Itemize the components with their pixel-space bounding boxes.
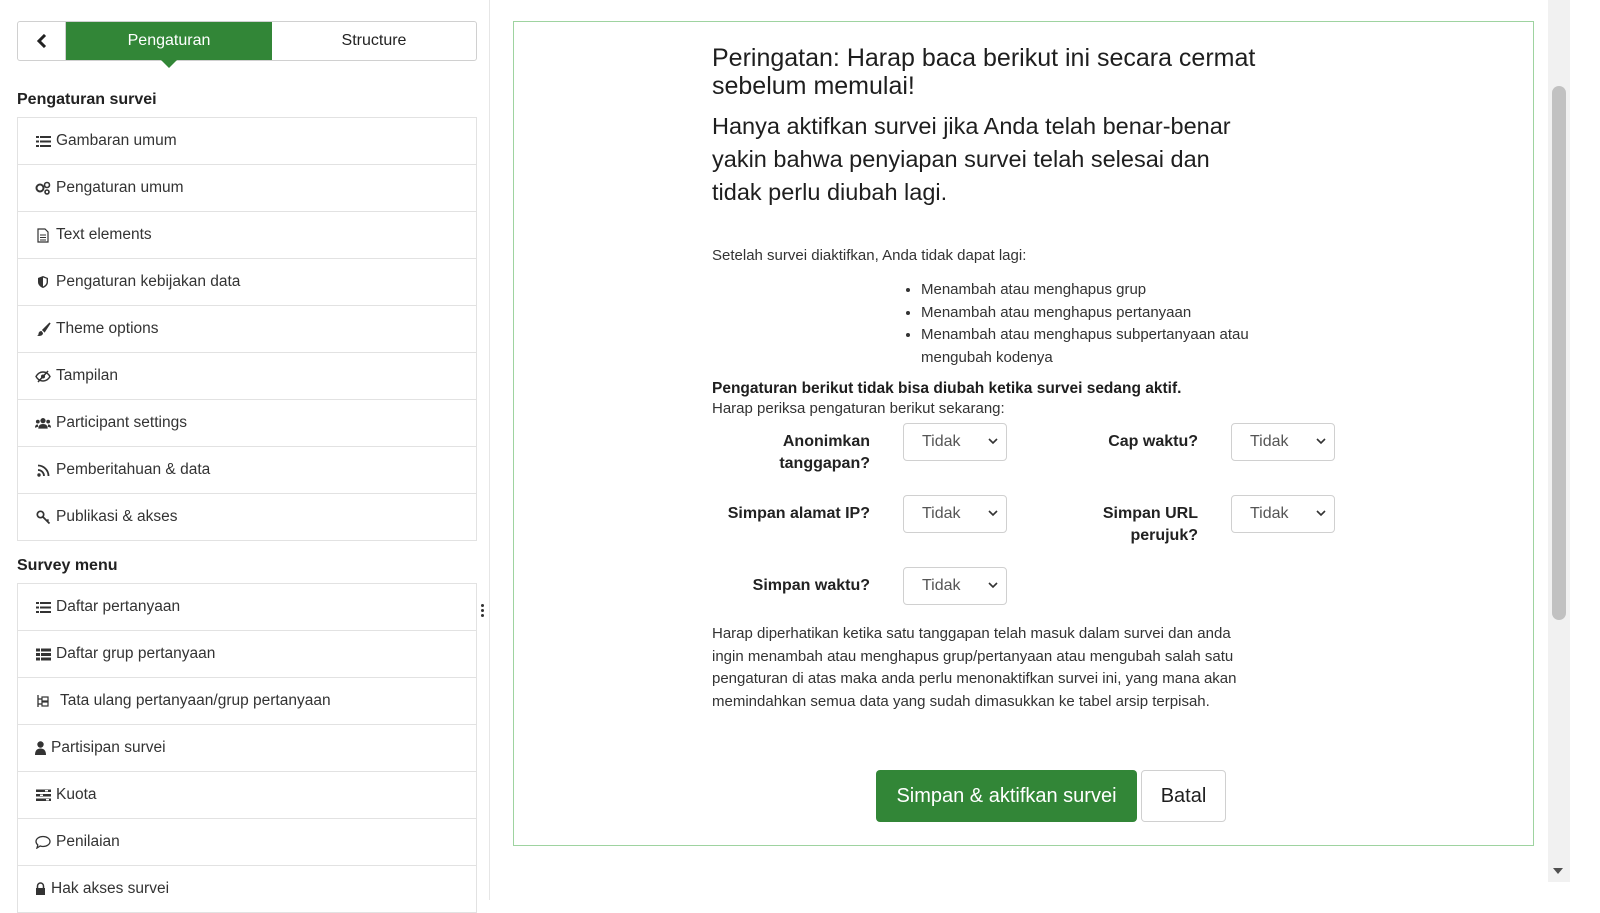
user-icon: [35, 740, 46, 756]
sidebar-item-label: Pengaturan kebijakan data: [56, 273, 241, 290]
gears-icon: [35, 180, 51, 196]
sidebar-item-overview[interactable]: [17, 118, 477, 165]
timings-label: Simpan waktu?: [752, 577, 870, 594]
ip-value: Tidak: [922, 505, 961, 522]
sidebar-item-text-elements[interactable]: [17, 212, 477, 259]
referrer-label-line2: perujuk?: [1130, 527, 1198, 544]
sidebar-item-question-list[interactable]: [17, 584, 477, 631]
sidebar-resize-handle[interactable]: [481, 604, 485, 619]
referrer-select[interactable]: [1231, 495, 1335, 533]
settings-section-title: Pengaturan survei: [17, 91, 157, 108]
key-icon: [35, 509, 51, 525]
lock-icon: [35, 881, 46, 897]
sidebar-item-group-list[interactable]: [17, 631, 477, 678]
settings-menu: [17, 117, 477, 541]
sidebar-item-theme-options[interactable]: [17, 306, 477, 353]
tab-settings[interactable]: Pengaturan: [66, 22, 272, 60]
timestamp-value: Tidak: [1250, 433, 1289, 450]
brush-icon: [35, 321, 51, 337]
sidebar-item-label: Tata ulang pertanyaan/grup pertanyaan: [60, 692, 331, 709]
list-item: • Menambah atau menghapus grup: [921, 279, 1281, 302]
anonymize-value: Tidak: [922, 433, 961, 450]
file-text-icon: [35, 227, 51, 243]
sidebar-item-quotas[interactable]: [17, 772, 477, 819]
survey-menu: [17, 583, 477, 913]
sidebar-item-participant-settings[interactable]: [17, 400, 477, 447]
warning-title: Peringatan: Harap baca berikut ini secara cermat sebelum memulai!: [712, 44, 1256, 100]
sidebar-item-label: Pemberitahuan & data: [56, 461, 211, 478]
comment-icon: [35, 834, 51, 850]
survey-menu-title: Survey menu: [17, 557, 118, 574]
list-icon: [35, 133, 51, 149]
sidebar-item-label: Text elements: [56, 226, 152, 243]
sidebar-item-label: Penilaian: [56, 833, 120, 850]
ip-label: Simpan alamat IP?: [727, 505, 870, 522]
tasks-icon: [35, 787, 51, 803]
list-item: • Menambah atau menghapus pertanyaan: [921, 302, 1281, 325]
scrollbar-thumb[interactable]: [1552, 86, 1566, 620]
referrer-label: [1048, 503, 1198, 547]
ip-select[interactable]: [903, 495, 1007, 533]
chevron-down-icon: [988, 509, 998, 517]
chevron-down-icon: [988, 581, 998, 589]
sidebar-item-label: Theme options: [56, 320, 159, 337]
referrer-label-line1: Simpan URL: [1102, 505, 1198, 522]
sidebar-item-label: Gambaran umum: [56, 132, 177, 149]
sidebar-item-notifications[interactable]: [17, 447, 477, 494]
sidebar-item-label: Partisipan survei: [51, 739, 166, 756]
timestamp-label: Cap waktu?: [1108, 433, 1198, 450]
list-icon: [35, 599, 51, 615]
sidebar-item-label: Daftar pertanyaan: [56, 598, 181, 615]
rss-icon: [35, 462, 51, 478]
sidebar-item-label: Tampilan: [56, 367, 119, 384]
sidebar-item-reorder[interactable]: [17, 678, 477, 725]
timings-select[interactable]: [903, 567, 1007, 605]
anonymize-label-line1: Anonimkan: [782, 433, 870, 450]
back-button[interactable]: [18, 22, 66, 60]
sidebar-item-data-policy[interactable]: [17, 259, 477, 306]
referrer-value: Tidak: [1250, 505, 1289, 522]
sidebar-item-participants[interactable]: [17, 725, 477, 772]
users-icon: [35, 415, 51, 431]
sidebar-tabs: [17, 21, 477, 61]
anonymize-label-line2: tanggapan?: [779, 455, 870, 472]
settings-note: Pengaturan berikut tidak bisa diubah ketika survei sedang aktif.: [712, 380, 1182, 397]
sidebar-item-assessments[interactable]: [17, 819, 477, 866]
sidebar-item-label: Participant settings: [56, 414, 187, 431]
activation-content: [712, 44, 1352, 417]
sidebar: [0, 0, 490, 900]
sidebar-item-label: Daftar grup pertanyaan: [56, 645, 216, 662]
chevron-down-icon: [988, 437, 998, 445]
eye-slash-icon: [35, 368, 51, 384]
sidebar-item-label: Pengaturan umum: [56, 179, 184, 196]
warning-subtitle: Hanya aktifkan survei jika Anda telah benar-benar yakin bahwa penyiapan survei telah selesai dan tidak perlu diubah lagi.: [712, 113, 1231, 205]
anonymize-label: [720, 431, 870, 475]
restrictions-list: [921, 279, 1281, 369]
list-item: • Menambah atau menghapus subpertanyaan atau mengubah kodenya: [921, 324, 1281, 369]
sitemap-icon: [35, 693, 51, 709]
sidebar-item-permissions[interactable]: [17, 866, 477, 913]
sidebar-item-general-settings[interactable]: [17, 165, 477, 212]
check-settings-text: Harap periksa pengaturan berikut sekarang:: [712, 400, 1005, 417]
shield-icon: [35, 274, 51, 290]
chevron-down-icon: [1316, 437, 1326, 445]
deactivation-notice: Harap diperhatikan ketika satu tanggapan telah masuk dalam survei dan anda ingin menambah atau menghapus grup/pertanyaan atau mengubah salah satu pengaturan di atas maka anda perlu menonaktifkan survei ini, yang mana akan memindahkan semua data yang sudah dimasukkan ke tabel arsip terpisah.: [712, 625, 1237, 710]
restrictions-intro: Setelah survei diaktifkan, Anda tidak dapat lagi:: [712, 247, 1027, 264]
sidebar-item-publication[interactable]: [17, 494, 477, 541]
sidebar-item-label: Hak akses survei: [51, 880, 170, 897]
th-list-icon: [35, 646, 51, 662]
scroll-down-arrow-icon[interactable]: [1553, 868, 1563, 874]
sidebar-item-label: Kuota: [56, 786, 97, 803]
anonymize-select[interactable]: [903, 423, 1007, 461]
timestamp-select[interactable]: [1231, 423, 1335, 461]
cancel-button[interactable]: Batal: [1141, 770, 1226, 822]
chevron-down-icon: [1316, 509, 1326, 517]
timings-value: Tidak: [922, 577, 961, 594]
sidebar-item-label: Publikasi & akses: [56, 508, 178, 525]
sidebar-item-presentation[interactable]: [17, 353, 477, 400]
save-activate-button[interactable]: Simpan & aktifkan survei: [876, 770, 1137, 822]
tab-structure[interactable]: Structure: [341, 32, 407, 49]
chevron-left-icon: [36, 34, 48, 48]
